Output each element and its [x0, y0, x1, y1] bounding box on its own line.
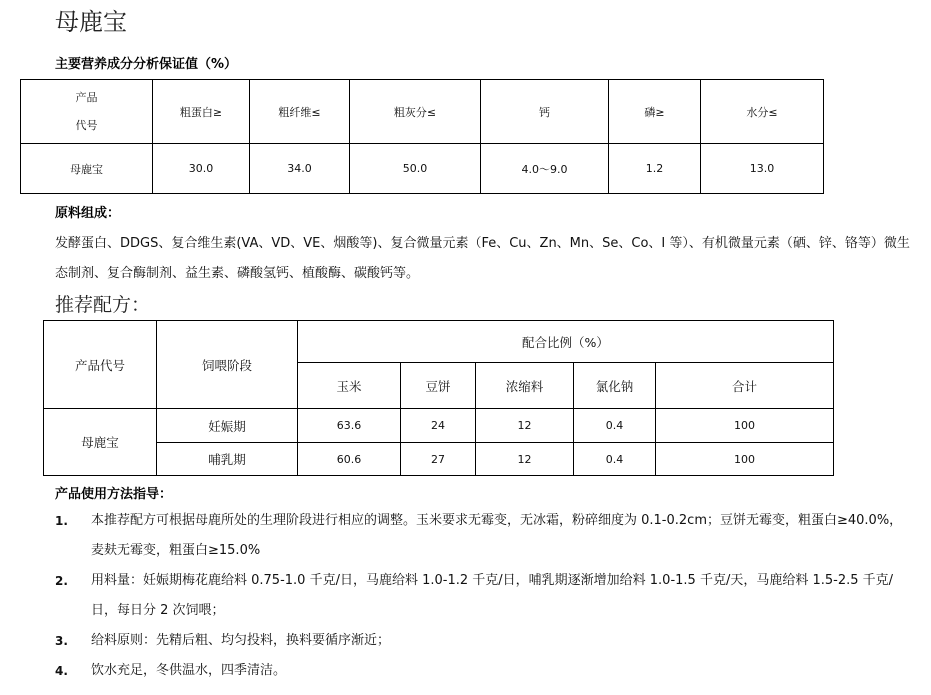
raw-materials-heading: 原料组成： [55, 206, 121, 221]
guide-item [55, 626, 915, 656]
value-crude-protein: 30.0 [153, 144, 250, 194]
header-concentrate: 浓缩料 [476, 363, 574, 409]
page-title: 母鹿宝 [55, 8, 127, 36]
value-soybean-cake: 24 [401, 409, 476, 443]
guide-heading: 产品使用方法指导： [55, 487, 173, 502]
value-crude-ash: 50.0 [350, 144, 481, 194]
guide-list [55, 506, 915, 686]
header-crude-fiber: 粗纤维≤ [250, 80, 350, 144]
header-sodium-chloride: 氯化钠 [574, 363, 656, 409]
header-feeding-stage: 饲喂阶段 [157, 321, 298, 409]
formula-heading: 推荐配方： [55, 294, 151, 316]
value-total: 100 [656, 409, 834, 443]
guide-item-text: 给料原则：先精后粗、均匀投料，换料要循序渐近； [91, 633, 391, 648]
nutrition-heading: 主要营养成分分析保证值（%） [55, 57, 238, 72]
formula-row-pregnancy [44, 409, 834, 443]
nutrition-header-row [21, 80, 824, 144]
header-product-code: 产品代号 [44, 321, 157, 409]
value-crude-fiber: 34.0 [250, 144, 350, 194]
nutrition-table [20, 79, 824, 194]
value-soybean-cake: 27 [401, 443, 476, 476]
header-total: 合计 [656, 363, 834, 409]
value-concentrate: 12 [476, 443, 574, 476]
header-calcium: 钙 [481, 80, 609, 144]
guide-item-text: 本推荐配方可根据母鹿所处的生理阶段进行相应的调整。玉米要求无霉变，无冰霜，粉碎细度为 0.1-0.2cm；豆饼无霉变，粗蛋白≥40.0%，麦麸无霉变，粗蛋白≥15.0% [91, 513, 903, 558]
guide-item-text: 用料量：妊娠期梅花鹿给料 0.75-1.0 千克/日，马鹿给料 1.0-1.2 千克/日，哺乳期逐渐增加给料 1.0-1.5 千克/天，马鹿给料 1.5-2.5 千克/日，每日分 2 次饲喂； [91, 573, 894, 618]
value-sodium-chloride: 0.4 [574, 409, 656, 443]
header-product-line2: 代号 [75, 118, 98, 132]
value-corn: 60.6 [298, 443, 401, 476]
guide-item [55, 506, 915, 566]
guide-item [55, 566, 915, 626]
stage-pregnancy: 妊娠期 [157, 409, 298, 443]
value-moisture: 13.0 [701, 144, 824, 194]
guide-item-number: 4. [55, 664, 68, 678]
value-corn: 63.6 [298, 409, 401, 443]
stage-lactation: 哺乳期 [157, 443, 298, 476]
formula-row-lactation [44, 443, 834, 476]
guide-item-number: 1. [55, 514, 68, 528]
value-concentrate: 12 [476, 409, 574, 443]
nutrition-product: 母鹿宝 [21, 144, 153, 194]
guide-item-number: 3. [55, 634, 68, 648]
header-ratio: 配合比例（%） [298, 321, 834, 363]
guide-item-text: 饮水充足，冬供温水，四季清洁。 [91, 663, 287, 678]
formula-header-row-1 [44, 321, 834, 363]
guide-item [55, 656, 915, 686]
header-product-cell [21, 80, 153, 144]
value-total: 100 [656, 443, 834, 476]
header-crude-protein: 粗蛋白≥ [153, 80, 250, 144]
header-soybean-cake: 豆饼 [401, 363, 476, 409]
header-corn: 玉米 [298, 363, 401, 409]
header-phosphorus: 磷≥ [609, 80, 701, 144]
formula-product: 母鹿宝 [44, 409, 157, 476]
header-crude-ash: 粗灰分≤ [350, 80, 481, 144]
value-calcium: 4.0～9.0 [481, 144, 609, 194]
nutrition-data-row [21, 144, 824, 194]
header-product-line1: 产品 [75, 90, 98, 104]
formula-table [43, 320, 834, 476]
header-moisture: 水分≤ [701, 80, 824, 144]
value-phosphorus: 1.2 [609, 144, 701, 194]
value-sodium-chloride: 0.4 [574, 443, 656, 476]
guide-item-number: 2. [55, 574, 68, 588]
raw-materials-text: 发酵蛋白、DDGS、复合维生素(VA、VD、VE、烟酸等)、复合微量元素（Fe、Cu、Zn、Mn、Se、Co、I 等）、有机微量元素（硒、锌、铬等）微生态制剂、复合酶制剂、益生素、磷酸氢钙、植酸酶、碳酸钙等。 [55, 236, 910, 281]
